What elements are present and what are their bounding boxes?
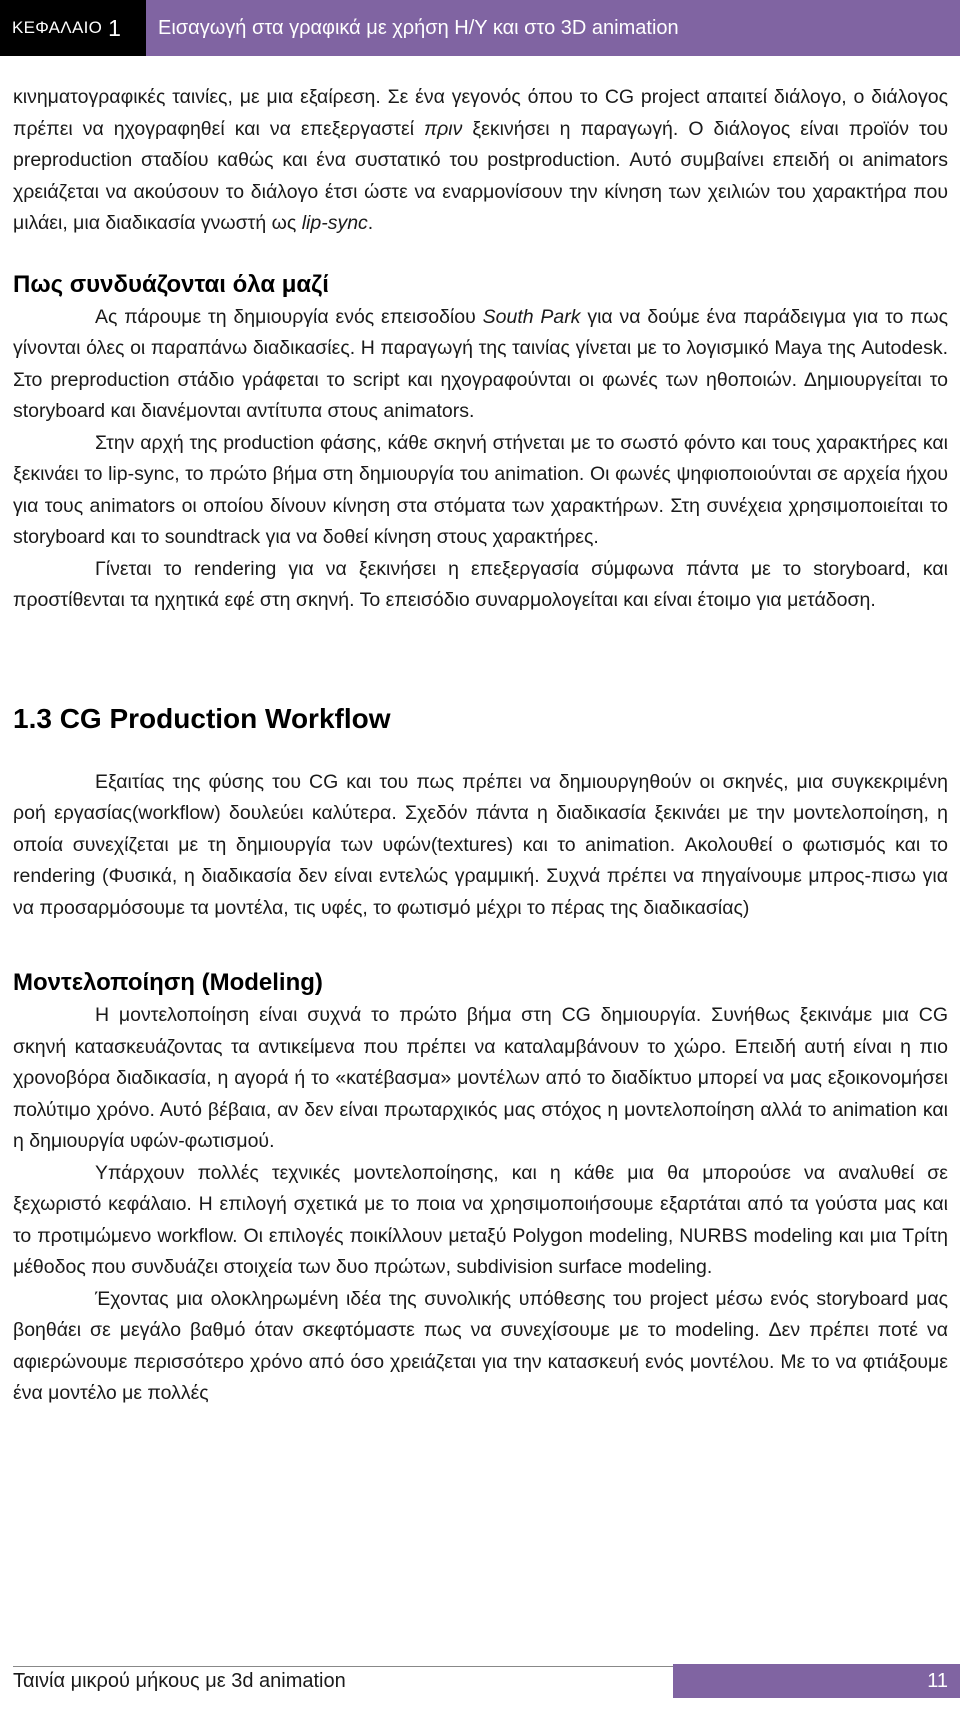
chapter-label-box (0, 0, 146, 56)
page-header (0, 0, 960, 56)
chapter-title-bar (146, 0, 960, 56)
together-emphasis-southpark: South Park (482, 305, 581, 328)
intro-paragraph (13, 82, 948, 240)
chapter-title: Εισαγωγή στα γραφικά με χρήση Η/Υ και στο 3D animation (158, 16, 679, 39)
together-text-1: Ας πάρουμε τη δημιουργία ενός επεισοδίου (95, 305, 483, 328)
chapter-number: 1 (108, 14, 121, 41)
page-number: 11 (927, 1669, 948, 1692)
chapter-label: ΚΕΦΑΛΑΙΟ (12, 18, 103, 37)
modeling-paragraph-1: Η μοντελοποίηση είναι συχνά το πρώτο βήμα στη CG δημιουργία. Συνήθως ξεκινάμε μια CG σκηνή κατασκευάζοντας τα αντικείμενα που πρέπει να καταλαμβάνουν το χώρο. Επειδή αυτή είναι η πιο χρονοβόρα διαδικασία, η αγορά ή το «κατέβασμα» μοντέλων από το διαδίκτυο μπορεί να μας εξοικονομήσει πολύτιμο χρόνο. Αυτό βέβαια, αν δεν είναι πρωταρχικός μας στόχος η μοντελοποίηση αλλά το animation και η δημιουργία υφών-φωτισμού. (13, 1004, 948, 1152)
intro-text-1: κινηματογραφικές ταινίες, με μια εξαίρεση. Σε ένα γεγονός όπου το CG project απαιτεί διάλογο, ο διάλογος πρέπει να ηχογραφηθεί και να επεξεργαστεί (13, 86, 948, 140)
together-paragraph-1 (13, 302, 948, 428)
together-text-2: για να δούμε ένα παράδειγμα για το πως γίνονται όλες οι παραπάνω διαδικασίες. Η παραγωγή της ταινίας γίνεται με το λογισμικό Maya της Autodesk. Στο preproduction στάδιο γράφεται το script και ηχογραφούνται οι φωνές των ηθοποιών. Δημιουργείται το storyboard και διανέμονται αντίτυπα στους animators. (13, 305, 948, 422)
workflow-paragraph: Εξαιτίας της φύσης του CG και του πως πρέπει να δημιουργηθούν οι σκηνές, μια συγκεκριμένη ροή εργασίας(workflow) δουλεύει καλύτερα. Σχεδόν πάντα η διαδικασία ξεκινάει με την μοντελοποίηση, η οποία συνεχίζεται με τη δημιουργία των υφών(textures) και το animation. Ακολουθεί ο φωτισμός και το rendering (Φυσικά, η διαδικασία δεν είναι εντελώς γραμμική. Συχνά πρέπει να πηγαίνουμε μπρος-πισω για να προσαρμόσουμε τα μοντέλα, τις υφές, το φωτισμό μέχρι το πέρας της διαδικασίας) (13, 770, 948, 919)
page-number-box (673, 1664, 960, 1698)
together-paragraph-2: Στην αρχή της production φάσης, κάθε σκηνή στήνεται με το σωστό φόντο και τους χαρακτήρες και ξεκινάει το lip-sync, το πρώτο βήμα στη δημιουργία του animation. Οι φωνές ψηφιοποιούνται σε αρχεία ήχου για τους animators οι οποίου δίνουν κίνηση στα στόματα των χαρακτήρων. Στη συνέχεια χρησιμοποιείται το storyboard και το soundtrack για να δοθεί κίνηση στους χαρακτήρες. (13, 431, 948, 548)
together-paragraph-3: Γίνεται το rendering για να ξεκινήσει η επεξεργασία σύμφωνα πάντα με το storyboard, και προστίθενται τα ηχητικά εφέ στη σκηνή. Το επεισόδιο συναρμολογείται και είναι έτοιμο για μετάδοση. (13, 557, 948, 611)
footer-title: Ταινία μικρού μήκους με 3d animation (13, 1670, 346, 1692)
intro-emphasis-lipsync: lip-sync (301, 212, 368, 234)
page-content (13, 82, 948, 1410)
heading-how-combined: Πως συνδυάζονται όλα μαζί (13, 270, 329, 298)
intro-text-3: . (367, 212, 374, 234)
footer-divider (13, 1666, 673, 1667)
intro-emphasis-before: πριν (424, 117, 463, 140)
heading-cg-production-workflow: 1.3 CG Production Workflow (13, 702, 391, 734)
heading-modeling: Μοντελοποίηση (Modeling) (13, 969, 323, 996)
intro-text-2: ξεκινήσει η παραγωγή. Ο διάλογος είναι προϊόν του preproduction σταδίου καθώς και ένα συστατικό του postproduction. Αυτό συμβαίνει επειδή οι animators χρειάζεται να ακούσουν το διάλογο έτσι ώστε να εναρμονίσουν την κίνηση των χειλιών του χαρακτήρα που μιλάει, μια διαδικασία γνωστή ως (13, 117, 948, 234)
modeling-paragraph-2: Υπάρχουν πολλές τεχνικές μοντελοποίησης, και η κάθε μια θα μπορούσε να αναλυθεί σε ξεχωριστό κεφάλαιο. Η επιλογή σχετικά με το ποια να χρησιμοποιήσουμε εξαρτάται από τα γούστα μας και το προτιμώμενο workflow. Οι επιλογές ποικίλλουν μεταξύ Polygon modeling, NURBS modeling και μια Τρίτη μέθοδος που συνδυάζει στοιχεία των δυο πρώτων, subdivision surface modeling. (13, 1161, 948, 1278)
page-footer (0, 1660, 960, 1712)
modeling-paragraph-3: Έχοντας μια ολοκληρωμένη ιδέα της συνολικής υπόθεσης του project μέσω ενός storyboard μας βοηθάει σε μεγάλο βαθμό όταν σκεφτόμαστε πως να συνεχίσουμε με το modeling. Δεν πρέπει ποτέ να αφιερώνουμε περισσότερο χρόνο από όσο χρειάζεται για την κατασκευή ενός μοντέλου. Με το να φτιάξουμε ένα μοντέλο με πολλές (13, 1287, 948, 1404)
